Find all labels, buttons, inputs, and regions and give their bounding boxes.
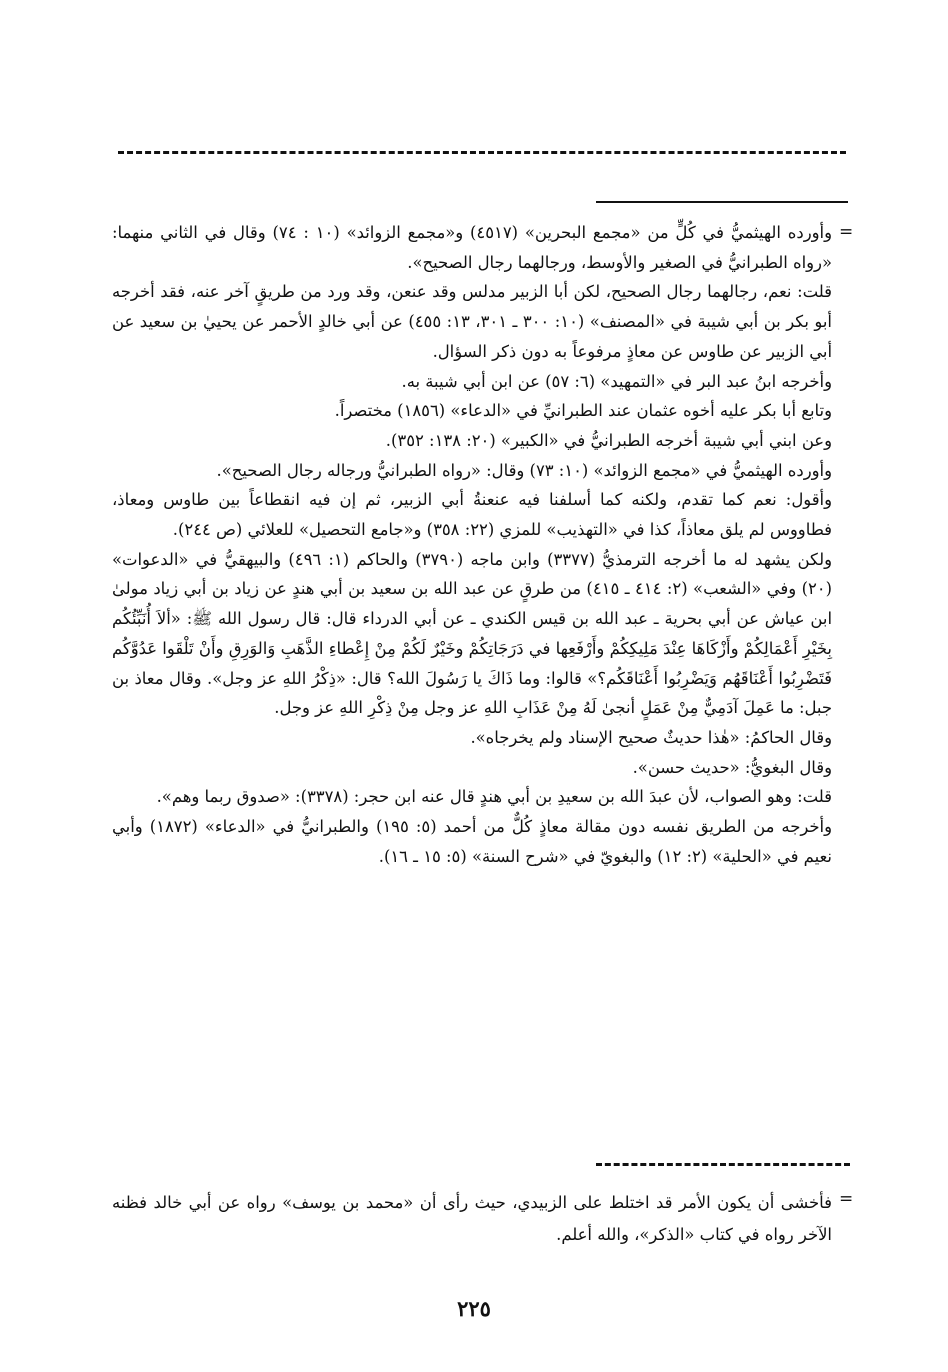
paragraph: وأخرجه من الطريق نفسه دون مقالة معاذٍ كُلٌّ من أحمد (٥: ١٩٥) والطبرانيُّ في «الدعاء» (١٨٧٢) وأبي نعيم في «الحلية» (٢: ١٢) والبغويّ في «شرح السنة» (٥: ١٥ ـ ١٦).	[112, 817, 832, 866]
footnote	[112, 1187, 832, 1251]
paragraph: وأقول: نعم كما تقدم، ولكنه كما أسلفنا فيه عنعنةُ أبي الزبير، ثم إن فيه انقطاعاً بين طاوس ومعاذ، فطاووس لم يلق معاذاً، كذا في «التهذيب» للمزي (٢٢: ٣٥٨) و«جامع التحصيل» للعلائي (ص ٢٤٤).	[112, 490, 832, 540]
page-number: ٢٢٥	[457, 1296, 491, 1321]
separator-dashed-top	[118, 151, 846, 154]
paragraph: ولكن يشهد له ما أخرجه الترمذيُّ (٣٣٧٧) وابن ماجه (٣٧٩٠) والحاكم (١: ٤٩٦) والبيهقيُّ في «الدعوات» (٢٠) وفي «الشعب» (٢: ٤١٤ ـ ٤١٥) من طرقٍ عن عبد الله بن سعيد بن أبي هندٍ عن زياد بن أبي زياد مولىٰ ابن عياش عن أبي بحرية ـ عبد الله بن قيس الكندي ـ عن أبي الدرداء قال: قال رسول الله ﷺ: «ألاَ أُنَبِّئُكُم بِخَيْرِ أَعْمَالِكُمْ وأَزْكَاهَا عِنْدَ مَلِيكِكُمْ وأَرْفَعِها في دَرَجَاتِكُمْ وخَيْرٌ لَكُمْ مِنْ إِعْطاءِ الذَّهَبِ وَالوَرِقِ وأَنْ تَلْقَوا عَدُوَّكُم فَتَضْرِبُوا أَعْنَاقَهُم وَيَضْرِبُوا أَعْنَاقَكُم؟» قالوا: وما ذَاكَ يا رَسُولَ الله؟ قال: «ذِكْرُ اللهِ عز وجل». وقال معاذ بن جبل: ما عَمِلَ آدَمِيٌّ مِنْ عَمَلٍ أنجىٰ لَهُ مِنْ عَذَابِ اللهِ عز وجل مِنْ ذِكْرِ اللهِ عز وجل.	[112, 549, 833, 718]
paragraph: قلت: نعم، رجالهما رجال الصحيح، لكن أبا الزبير مدلس وقد عنعن، وقد ورد من طريقٍ آخر عنه، فقد أخرجه أبو بكر بن أبي شيبة في «المصنف» (١٠: ٣٠٠ ـ ٣٠١، ١٣: ٤٥٥) عن أبي خالدٍ الأحمر عن يحييٰ بن سعيد عن أبي الزبير عن طاوس عن معاذٍ مرفوعاً به دون ذكر السؤال.	[112, 282, 832, 361]
paragraph: وأورده الهيثميُّ في «مجمع الزوائد» (١٠: ٧٣) وقال: «رواه الطبرانيُّ ورجاله رجال الصحيح».	[216, 460, 832, 480]
footnote-rule	[596, 201, 848, 203]
paragraph: وتابع أبا بكر عليه أخوه عثمان عند الطبرانيِّ في «الدعاء» (١٨٥٦) مختصراً.	[334, 401, 832, 421]
continuation-mark: =	[839, 222, 854, 242]
paragraph: وقال الحاكمُ: «هٰذا حديثٌ صحيح الإسناد ولم يخرجاه».	[470, 727, 832, 747]
separator-dashed-bottom	[596, 1163, 850, 1166]
footnote-text: فأخشى أن يكون الأمر قد اختلط على الزبيدي، حيث رأى أن «محمد بن يوسف» رواه عن أبي خالد فظنه الآخر رواه في كتاب «الذكر»، والله أعلم.	[112, 1193, 832, 1244]
paragraph: وأورده الهيثميُّ في كُلٍّ من «مجمع البحرين» (٤٥١٧) و«مجمع الزوائد» (١٠ : ٧٤) وقال في الثاني منهما: «رواه الطبرانيُّ في الصغير والأوسط، ورجالهما رجال الصحيح».	[112, 223, 832, 272]
paragraph: قلت: وهو الصواب، لأن عبدَ الله بن سعيدِ بن أبي هندٍ قال عنه ابن حجر: (٣٣٧٨): «صدوق ربما وهم».	[156, 787, 832, 807]
paragraph: وأخرجه ابنُ عبد البر في «التمهيد» (٦: ٥٧) عن ابن أبي شيبة به.	[401, 371, 832, 391]
paragraph: وقال البغويُّ: «حديث حسن».	[632, 757, 832, 777]
paragraph: وعن ابني أبي شيبة أخرجه الطبرانيُّ في «الكبير» (٢٠: ١٣٨: ٣٥٢).	[385, 430, 832, 450]
footnote-mark: =	[839, 1189, 854, 1209]
footnote-continuation-body	[112, 218, 832, 871]
